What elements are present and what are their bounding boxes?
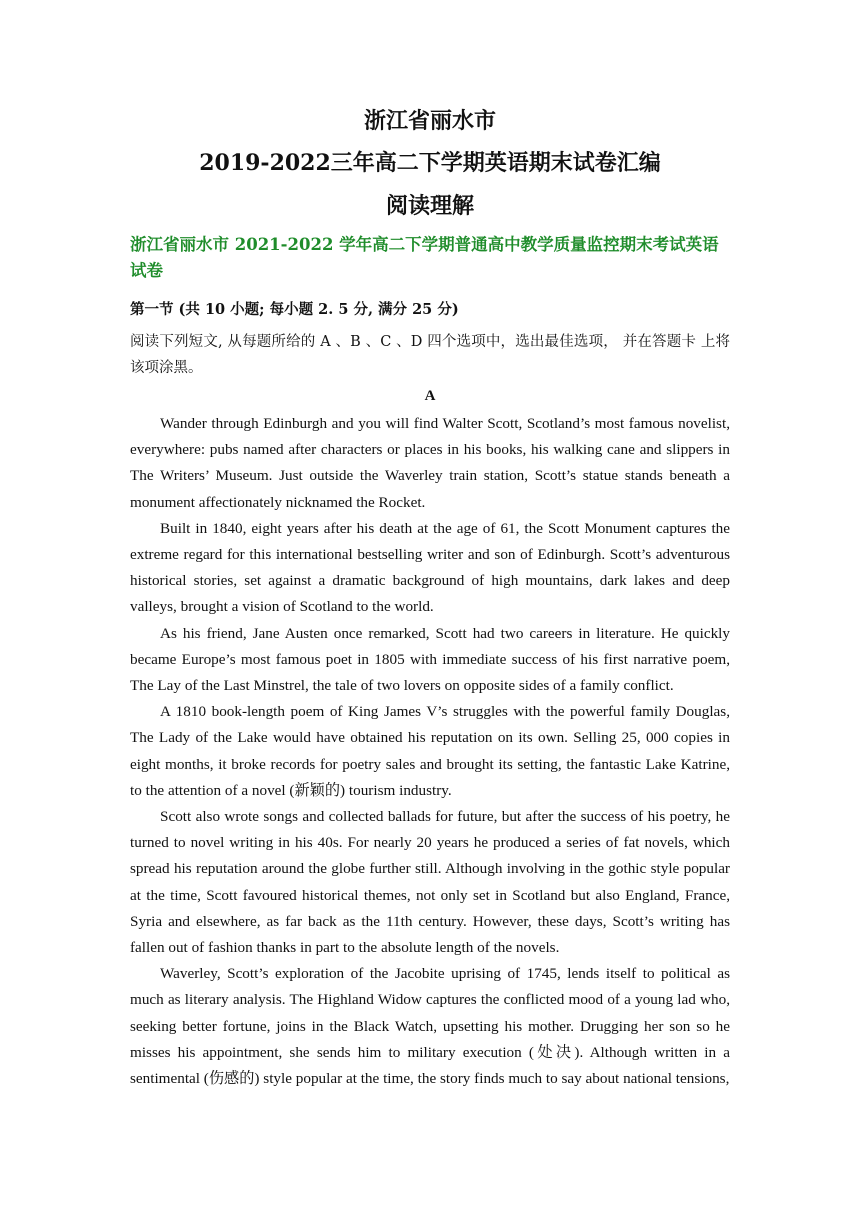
exam-title: 浙江省丽水市 2021-2022 学年高二下学期普通高中教学质量监控期末考试英语试卷 — [130, 235, 719, 280]
section-heading: 第一节 (共 10 小题; 每小题 2. 5 分, 满分 25 分) — [130, 301, 459, 318]
paragraph: Built in 1840, eight years after his death at the age of 61, the Scott Monument captures the extreme regard for this international bestselling writer and son of Edinburgh. Scott’s adventurous historical stories, set against a dramatic background of high mountains, dark lakes and deep valleys, brought a vision of Scotland to the world. — [130, 519, 730, 616]
paragraph: A 1810 book-length poem of King James V’s struggles with the powerful family Douglas, The Lady of the Lake would have obtained his reputation on its own. Selling 25, 000 copies in eight months, it broke records for poetry sales and brought its setting, the fantastic Lake Katrine, to the attention of a novel (新颖的) tourism industry. — [130, 703, 730, 799]
passage-body — [130, 411, 730, 1092]
paragraph: Scott also wrote songs and collected ballads for future, but after the success of his poetry, he turned to novel writing in his 40s. For nearly 20 years he produced a series of fat novels, which spread his reputation around the globe further still. Although involving in the gothic style popular at the time, Scott favoured historical themes, not only set in Scotland but also England, France, Syria and elsewhere, as far back as the 11th century. However, these days, Scott’s writing has fallen out of fashion thanks in part to the absolute length of the novels. — [130, 808, 730, 957]
paragraph: Waverley, Scott’s exploration of the Jacobite uprising of 1745, lends itself to political as much as literary analysis. The Highland Widow captures the conflicted mood of a young lad who, seeking better fortune, joins in the Black Watch, upsetting his mother. Drugging her son so he misses his appointment, she sends him to military execution (处决). Although written in a sentimental (伤感的) style popular at the time, the story finds much to say about national tensions, — [130, 965, 730, 1088]
document-title-collection: 2019-2022三年高二下学期英语期末试卷汇编 — [199, 150, 661, 176]
paragraph: Wander through Edinburgh and you will find Walter Scott, Scotland’s most famous novelist, everywhere: pubs named after characters or places in his books, his walking cane and slippers in The Writers’ Museum. Just outside the Waverley train station, Scott’s statue stands beneath a monument affectionately nicknamed the Rocket. — [130, 415, 730, 511]
document-title-section: 阅读理解 — [385, 193, 474, 219]
passage-label: A — [424, 388, 436, 404]
paragraph: As his friend, Jane Austen once remarked, Scott had two careers in literature. He quickly became Europe’s most famous poet in 1805 with immediate success of his first narrative poem, The Lay of the Last Minstrel, the tale of two lovers on opposite sides of a family conflict. — [130, 624, 730, 695]
instructions: 阅读下列短文, 从每题所给的 A 、B 、C 、D 四个选项中，选出最佳选项， 并在答题卡 上将该项涂黑。 — [130, 334, 730, 376]
document-title-region: 浙江省丽水市 — [363, 108, 496, 134]
